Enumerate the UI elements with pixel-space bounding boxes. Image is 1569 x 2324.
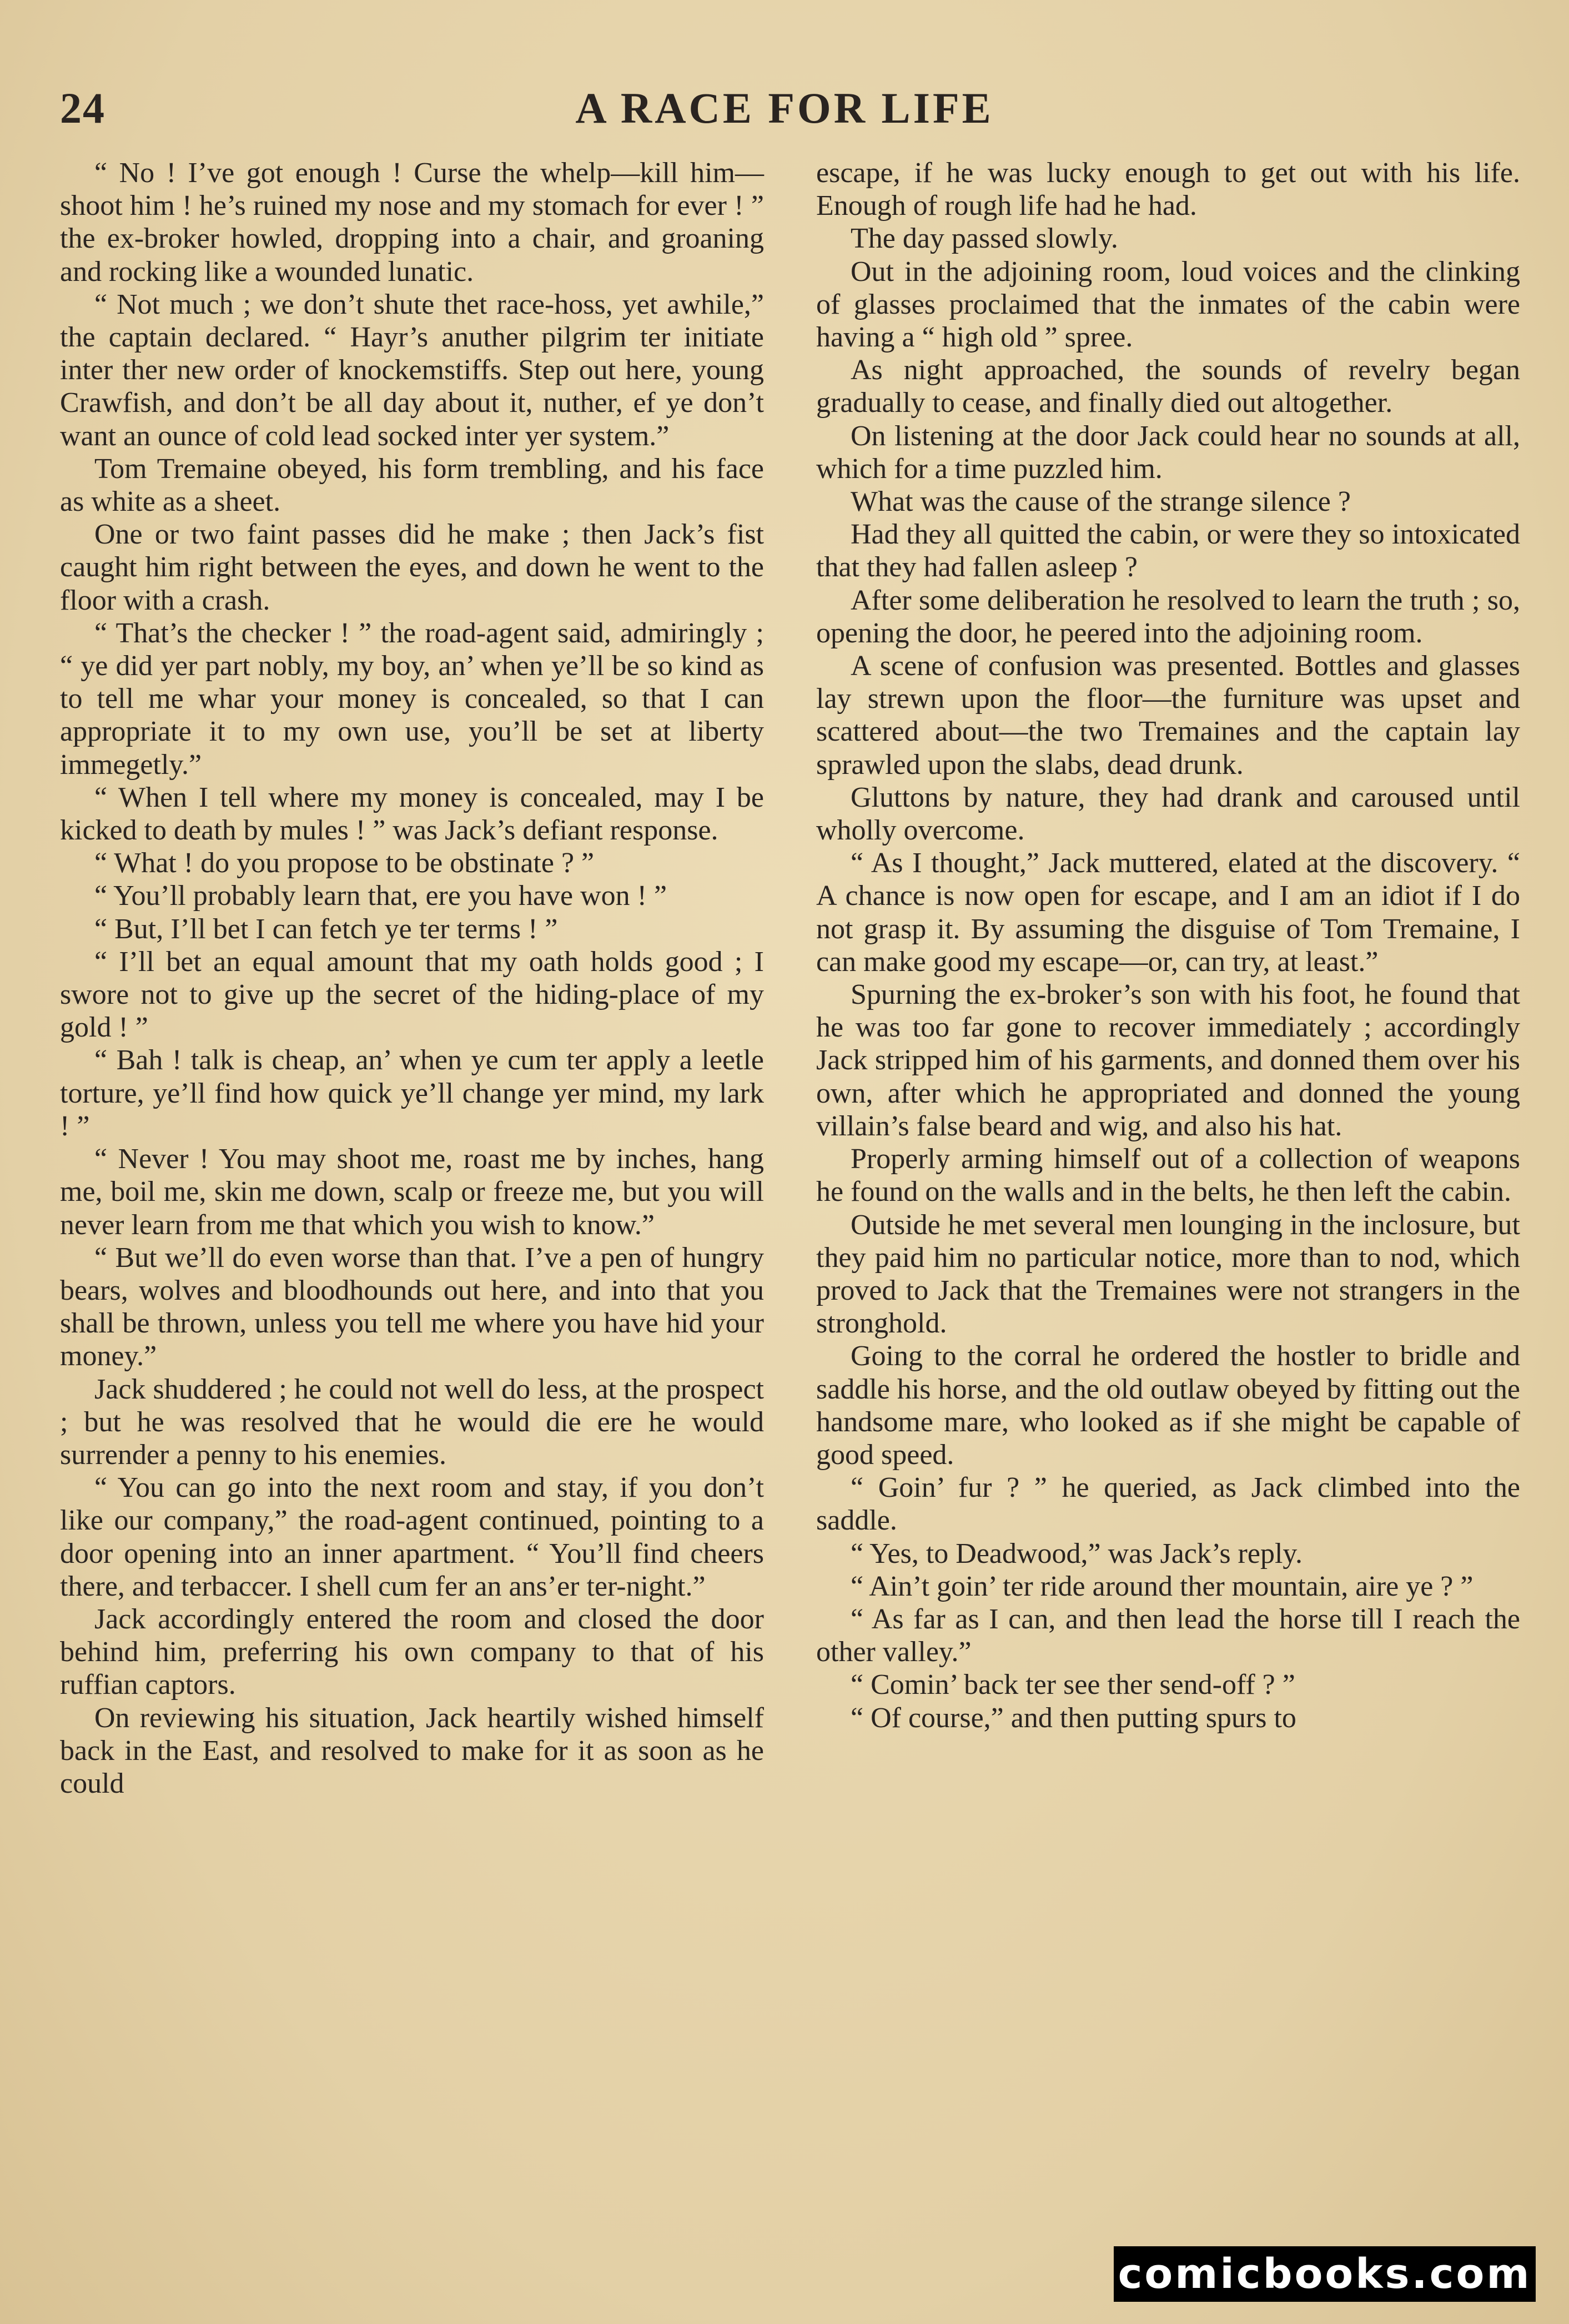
right-column (816, 157, 1520, 1734)
paragraph: “ You can go into the next room and stay, if you don’t like our company,” the road-agent continued, pointing to a door opening into an inner apartment. “ You’ll find cheers there, and terbaccer. I shell cum fer an ans’er ter-night.” (60, 1472, 764, 1602)
paragraph: “ Not much ; we don’t shute thet race-hoss, yet awhile,” the captain declared. “ Hayr’s anuther pilgrim ter initiate inter ther new order of knockemstiffs. Step out here, young Crawfish, and don’t be all day about it, nuther, ef ye don’t want an ounce of cold lead socked inter yer system.” (60, 288, 764, 452)
paragraph: “ As far as I can, and then lead the horse till I reach the other valley.” (816, 1603, 1520, 1668)
paragraph: Jack accordingly entered the room and closed the door behind him, preferring his own company to that of his ruffian captors. (60, 1603, 764, 1701)
paragraph: “ No ! I’ve got enough ! Curse the whelp—kill him—shoot him ! he’s ruined my nose and my stomach for ever ! ” the ex-broker howled, dropping into a chair, and groaning and rocking like a wounded lunatic. (60, 157, 764, 288)
paragraph: “ Never ! You may shoot me, roast me by inches, hang me, boil me, skin me down, scalp or freeze me, but you will never learn from me that which you wish to know.” (60, 1143, 764, 1241)
paragraph: Tom Tremaine obeyed, his form trembling, and his face as white as a sheet. (60, 452, 764, 518)
paragraph: Going to the corral he ordered the hostler to bridle and saddle his horse, and the old outlaw obeyed by fitting out the handsome mare, who looked as if she might be capable of good speed. (816, 1340, 1520, 1471)
paragraph: The day passed slowly. (851, 223, 1118, 255)
paragraph: “ Comin’ back ter see ther send-off ? ” (851, 1669, 1295, 1701)
paragraph: “ Of course,” and then putting spurs to (851, 1702, 1296, 1734)
left-column (60, 157, 764, 1800)
paragraph: Outside he met several men lounging in the inclosure, but they paid him no particular notice, more than to nod, which proved to Jack that the Tremaines were not strangers in the stronghold. (816, 1209, 1520, 1340)
paragraph: Spurning the ex-broker’s son with his foot, he found that he was too far gone to recover immediately ; accordingly Jack stripped him of his garments, and donned them over his own, after which he appropriated and donned the young villain’s false beard and wig, and also his hat. (816, 979, 1520, 1142)
paragraph: “ Goin’ fur ? ” he queried, as Jack climbed into the saddle. (816, 1472, 1520, 1537)
paragraph: Out in the adjoining room, loud voices and the clinking of glasses proclaimed that the inmates of the cabin were having a “ high old ” spree. (816, 255, 1520, 354)
paragraph: One or two faint passes did he make ; then Jack’s fist caught him right between the eyes, and down he went to the floor with a crash. (60, 519, 764, 616)
paragraph: What was the cause of the strange silence ? (851, 486, 1351, 518)
paragraph: On reviewing his situation, Jack heartily wished himself back in the East, and resolved to make for it as soon as he could (60, 1702, 764, 1799)
paragraph: On listening at the door Jack could hear no sounds at all, which for a time puzzled him. (816, 420, 1520, 485)
paragraph: “ But, I’ll bet I can fetch ye ter terms ! ” (94, 913, 558, 945)
paragraph: “ Yes, to Deadwood,” was Jack’s reply. (851, 1537, 1303, 1570)
paragraph: A scene of confusion was presented. Bottles and glasses lay strewn upon the floor—the furniture was upset and scattered about—the two Tremaines and the captain lay sprawled upon the slabs, dead drunk. (816, 650, 1520, 781)
paragraph-continued: escape, if he was lucky enough to get out with his life. Enough of rough life had he had. (816, 157, 1520, 222)
page-number: 24 (60, 84, 105, 132)
paragraph: “ That’s the checker ! ” the road-agent said, admiringly ; “ ye did yer part nobly, my boy, an’ when ye’ll be so kind as to tell me whar your money is concealed, so that I can appropriate it to my own use, you’ll be set at liberty immegetly.” (60, 617, 764, 781)
paragraph: Jack shuddered ; he could not well do less, at the prospect ; but he was resolved that he would die ere he would surrender a penny to his enemies. (60, 1373, 764, 1471)
paragraph: “ Bah ! talk is cheap, an’ when ye cum ter apply a leetle torture, ye’ll find how quick ye’ll change yer mind, my lark ! ” (60, 1044, 764, 1142)
paragraph: “ You’ll probably learn that, ere you have won ! ” (94, 880, 667, 912)
paragraph: “ But we’ll do even worse than that. I’ve a pen of hungry bears, wolves and bloodhounds out here, and into that you shall be thrown, unless you tell me where you have hid your money.” (60, 1241, 764, 1372)
paragraph: “ As I thought,” Jack muttered, elated at the discovery. “ A chance is now open for escape, and I am an idiot if I do not grasp it. By assuming the disguise of Tom Tremaine, I can make good my escape—or, can try, at least.” (816, 847, 1520, 978)
paragraph: As night approached, the sounds of revelry began gradually to cease, and finally died out altogether. (816, 354, 1520, 419)
running-title: A RACE FOR LIFE (575, 84, 994, 132)
paragraph: “ When I tell where my money is concealed, may I be kicked to death by mules ! ” was Jack’s defiant response. (60, 781, 764, 847)
paragraph: Properly arming himself out of a collection of weapons he found on the walls and in the belts, he then left the cabin. (816, 1143, 1520, 1208)
paragraph: “ I’ll bet an equal amount that my oath holds good ; I swore not to give up the secret of the hiding-place of my gold ! ” (60, 945, 764, 1044)
paragraph: “ What ! do you propose to be obstinate ? ” (94, 847, 595, 879)
paragraph: Gluttons by nature, they had drank and caroused until wholly overcome. (816, 781, 1520, 847)
paragraph: After some deliberation he resolved to learn the truth ; so, opening the door, he peered into the adjoining room. (816, 584, 1520, 649)
site-watermark: comicbooks.com (1114, 2246, 1536, 2302)
paragraph: “ Ain’t goin’ ter ride around ther mountain, aire ye ? ” (851, 1570, 1474, 1602)
paragraph: Had they all quitted the cabin, or were they so intoxicated that they had fallen asleep ? (816, 519, 1520, 583)
